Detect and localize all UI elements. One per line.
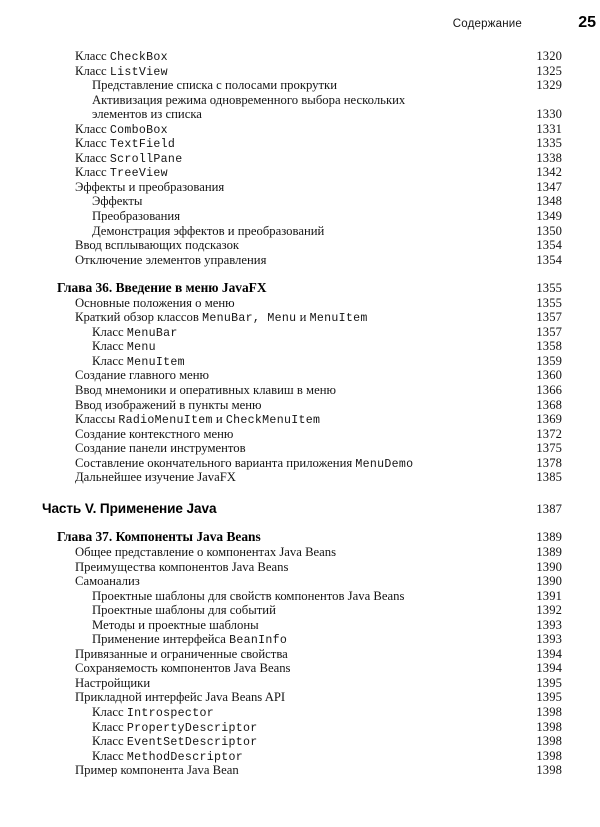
toc-label-code-2: MenuItem <box>309 312 368 326</box>
toc-label-text: Создание панели инструментов <box>75 441 246 456</box>
toc-entry-row[interactable] <box>0 632 600 647</box>
toc-label-text: Прикладной интерфейс Java Beans API <box>75 690 286 705</box>
toc-entry-row[interactable] <box>0 339 600 354</box>
toc-label-text: Класс <box>92 324 127 339</box>
toc-entry-page-number: 1331 <box>536 121 562 136</box>
toc-entry-row[interactable] <box>0 427 600 442</box>
toc-label-code: MenuBar, Menu <box>202 312 297 326</box>
toc-label-text: Сохраняемость компонентов Java Beans <box>75 661 291 676</box>
toc-entry-label <box>75 180 224 195</box>
toc-entry-page-number: 1350 <box>536 223 562 238</box>
toc-entry-row[interactable] <box>0 238 600 253</box>
toc-entry-row[interactable] <box>0 253 600 268</box>
toc-part-row[interactable] <box>0 502 600 517</box>
toc-entry-row[interactable] <box>0 470 600 485</box>
toc-entry-row[interactable] <box>0 224 600 239</box>
toc-label-code: MethodDescriptor <box>126 750 243 764</box>
toc-entry-label <box>92 194 142 209</box>
toc-label-text: Краткий обзор классов <box>75 310 203 325</box>
toc-entry-label <box>92 93 405 108</box>
toc-entry-label <box>75 470 236 485</box>
toc-label-text-tail: и <box>296 310 310 325</box>
toc-entry-page-number: 1398 <box>536 748 562 763</box>
toc-entry-page-number: 1354 <box>536 238 562 253</box>
toc-entry-row[interactable] <box>0 560 600 575</box>
toc-entry-page-number: 1347 <box>536 179 562 194</box>
toc-entry-page-number: 1372 <box>536 426 562 441</box>
toc-entry-label <box>42 502 216 517</box>
toc-entry-row[interactable] <box>0 180 600 195</box>
toc-entry-page-number: 1398 <box>536 763 562 778</box>
toc-entry-label <box>75 441 246 456</box>
toc-entry-label <box>75 398 262 413</box>
toc-entry-row[interactable] <box>0 93 600 108</box>
toc-label-text: Дальнейшее изучение JavaFX <box>75 470 236 485</box>
toc-entry-page-number: 1393 <box>536 632 562 647</box>
toc-label-code: ComboBox <box>109 123 168 137</box>
toc-entry-page-number: 1375 <box>536 441 562 456</box>
toc-entry-label <box>57 530 261 545</box>
toc-entry-row[interactable] <box>0 749 600 764</box>
toc-label-text: Класс <box>92 748 127 763</box>
toc-entry-row[interactable] <box>0 690 600 705</box>
toc-entry-row[interactable] <box>0 383 600 398</box>
toc-label-text: Настройщики <box>75 675 151 690</box>
toc-entry-page-number: 1385 <box>536 470 562 485</box>
toc-entry-page-number: 1348 <box>536 194 562 209</box>
toc-entry-label <box>92 209 180 224</box>
toc-label-text: Класс <box>75 165 110 180</box>
toc-entry-page-number: 1355 <box>536 295 562 310</box>
toc-entry-label <box>75 661 291 676</box>
toc-entry-label <box>92 107 202 122</box>
toc-entry-row[interactable] <box>0 676 600 691</box>
toc-entry-row[interactable] <box>0 618 600 633</box>
toc-label-code: Menu <box>126 341 156 355</box>
toc-entry-page-number: 1349 <box>536 209 562 224</box>
toc-label-code: Introspector <box>126 706 214 720</box>
toc-entry-label <box>75 560 288 575</box>
toc-label-text: Демонстрация эффектов и преобразований <box>92 223 325 238</box>
toc-entry-page-number: 1390 <box>536 574 562 589</box>
toc-entry-page-number: 1387 <box>536 501 562 516</box>
toc-label-text: Преобразования <box>92 209 181 224</box>
toc-label-code: TextField <box>109 138 176 152</box>
running-head-title: Содержание <box>452 18 522 30</box>
toc-label-text: Пример компонента Java Bean <box>75 763 239 778</box>
toc-label-text: Преимущества компонентов Java Beans <box>75 559 289 574</box>
toc-entry-page-number: 1395 <box>536 675 562 690</box>
toc-entry-page-number: 1395 <box>536 690 562 705</box>
toc-entry-label <box>92 603 276 618</box>
toc-entry-row[interactable] <box>0 441 600 456</box>
toc-label-text: Создание контекстного меню <box>75 426 234 441</box>
table-of-contents <box>0 49 600 778</box>
toc-entry-label <box>92 78 337 93</box>
toc-entry-page-number: 1358 <box>536 339 562 354</box>
toc-label-code: ScrollPane <box>109 152 183 166</box>
toc-label-code: RadioMenuItem <box>118 414 213 428</box>
toc-label-text: Отключение элементов управления <box>75 252 267 267</box>
toc-entry-page-number: 1335 <box>536 136 562 151</box>
toc-entry-row[interactable] <box>0 574 600 589</box>
toc-entry-label <box>75 690 285 705</box>
toc-label-code-2: CheckMenuItem <box>225 414 321 428</box>
toc-entry-label <box>75 427 233 442</box>
toc-entry-row[interactable] <box>0 354 600 369</box>
toc-entry-row[interactable] <box>0 194 600 209</box>
toc-chapter-row[interactable] <box>0 281 600 296</box>
toc-entry-row[interactable] <box>0 589 600 604</box>
toc-entry-row[interactable] <box>0 64 600 79</box>
toc-entry-page-number: 1369 <box>536 412 562 427</box>
toc-label-text: Ввод всплывающих подсказок <box>75 238 240 253</box>
toc-entry-row[interactable] <box>0 151 600 166</box>
toc-label-text: Класс <box>92 353 127 368</box>
toc-entry-page-number: 1330 <box>536 107 562 122</box>
page-folio: 25 <box>578 14 596 31</box>
toc-entry-row[interactable] <box>0 720 600 735</box>
toc-entry-page-number: 1357 <box>536 310 562 325</box>
toc-entry-page-number: 1389 <box>536 544 562 559</box>
toc-label-text: Представление списка с полосами прокрутки <box>92 78 338 93</box>
toc-entry-row[interactable] <box>0 661 600 676</box>
toc-entry-page-number: 1354 <box>536 252 562 267</box>
toc-entry-row[interactable] <box>0 647 600 662</box>
toc-entry-label <box>75 296 235 311</box>
toc-entry-row[interactable] <box>0 412 600 427</box>
toc-entry-page-number: 1398 <box>536 734 562 749</box>
toc-label-code: MenuItem <box>126 355 185 369</box>
toc-entry-page-number: 1389 <box>536 530 562 545</box>
toc-entry-page-number: 1357 <box>536 324 562 339</box>
toc-entry-page-number: 1359 <box>536 353 562 368</box>
toc-label-code: MenuDemo <box>355 457 414 471</box>
toc-entry-row[interactable] <box>0 296 600 311</box>
toc-entry-page-number: 1392 <box>536 603 562 618</box>
toc-entry-label <box>57 281 267 296</box>
toc-label-text: Основные положения о меню <box>75 295 235 310</box>
toc-entry-row[interactable] <box>0 705 600 720</box>
toc-entry-row[interactable] <box>0 368 600 383</box>
toc-entry-row[interactable] <box>0 310 600 325</box>
toc-label-text: Класс <box>75 49 110 63</box>
toc-entry-page-number: 1393 <box>536 617 562 632</box>
toc-label-text: Глава 36. Введение в меню JavaFX <box>57 280 267 296</box>
toc-label-text: Проектные шаблоны для событий <box>92 603 276 618</box>
toc-entry-label <box>92 224 324 239</box>
toc-entry-page-number: 1342 <box>536 165 562 180</box>
toc-entry-label <box>75 545 336 560</box>
toc-entry-row[interactable] <box>0 763 600 778</box>
toc-entry-label <box>75 676 150 691</box>
toc-entry-page-number: 1398 <box>536 704 562 719</box>
toc-entry-page-number: 1325 <box>536 63 562 78</box>
toc-entry-row[interactable] <box>0 107 600 122</box>
toc-entry-page-number: 1355 <box>536 281 562 296</box>
running-head <box>0 14 600 36</box>
toc-entry-row[interactable] <box>0 78 600 93</box>
toc-label-text: Класс <box>92 704 127 719</box>
toc-label-text: Класс <box>75 136 110 151</box>
toc-label-text: Эффекты и преобразования <box>75 179 225 194</box>
section-spacer <box>0 516 600 530</box>
toc-label-text: Ввод мнемоники и оперативных клавиш в меню <box>75 383 336 398</box>
toc-label-text: Класс <box>92 734 127 749</box>
toc-label-text: Методы и проектные шаблоны <box>92 617 259 632</box>
toc-label-text: Класс <box>75 121 110 136</box>
toc-label-text: Самоанализ <box>75 574 140 589</box>
toc-label-text: Проектные шаблоны для свойств компонентов Java Beans <box>92 588 405 603</box>
toc-entry-page-number: 1391 <box>536 588 562 603</box>
toc-label-text: Составление окончательного варианта приложения <box>75 455 356 470</box>
toc-entry-row[interactable] <box>0 734 600 749</box>
toc-entry-page-number: 1329 <box>536 78 562 93</box>
toc-label-text: Активизация режима одновременного выбора нескольких <box>92 92 406 107</box>
toc-label-code: CheckBox <box>109 51 168 64</box>
toc-entry-label <box>75 238 239 253</box>
toc-entry-label <box>75 253 266 268</box>
toc-chapter-row[interactable] <box>0 530 600 545</box>
toc-label-text: Класс <box>75 63 110 78</box>
toc-label-text-tail: и <box>212 412 226 427</box>
toc-entry-page-number: 1360 <box>536 368 562 383</box>
toc-entry-page-number: 1378 <box>536 455 562 470</box>
toc-entry-row[interactable] <box>0 49 600 64</box>
toc-entry-page-number: 1390 <box>536 559 562 574</box>
toc-entry-page-number: 1338 <box>536 150 562 165</box>
toc-entry-row[interactable] <box>0 456 600 471</box>
toc-entry-page-number: 1366 <box>536 383 562 398</box>
toc-label-text: Глава 37. Компоненты Java Beans <box>57 529 261 545</box>
toc-entry-row[interactable] <box>0 325 600 340</box>
toc-label-text: Класс <box>92 339 127 354</box>
toc-entry-label <box>92 618 259 633</box>
toc-label-text: Класс <box>92 719 127 734</box>
toc-entry-row[interactable] <box>0 398 600 413</box>
toc-entry-row[interactable] <box>0 122 600 137</box>
toc-label-text: Класс <box>75 150 110 165</box>
toc-entry-row[interactable] <box>0 136 600 151</box>
toc-label-text: элементов из списка <box>92 107 202 122</box>
toc-label-code: TreeView <box>109 167 168 181</box>
toc-label-text: Применение интерфейса <box>92 632 230 647</box>
toc-entry-row[interactable] <box>0 603 600 618</box>
toc-entry-page-number: 1394 <box>536 661 562 676</box>
toc-label-text: Эффекты <box>92 194 143 209</box>
toc-label-code: EventSetDescriptor <box>126 736 258 750</box>
toc-label-text: Создание главного меню <box>75 368 210 383</box>
toc-entry-page-number: 1320 <box>536 49 562 63</box>
toc-entry-label <box>75 763 239 778</box>
section-spacer <box>0 267 600 281</box>
toc-entry-page-number: 1398 <box>536 719 562 734</box>
toc-entry-label <box>75 574 140 589</box>
toc-label-text: Общее представление о компонентах Java Beans <box>75 544 337 559</box>
toc-entry-row[interactable] <box>0 165 600 180</box>
toc-label-text: Привязанные и ограниченные свойства <box>75 646 288 661</box>
toc-entry-row[interactable] <box>0 209 600 224</box>
toc-entry-label <box>75 368 209 383</box>
toc-label-code: ListView <box>109 65 168 79</box>
toc-entry-page-number: 1368 <box>536 397 562 412</box>
toc-label-text: Ввод изображений в пункты меню <box>75 397 262 412</box>
toc-entry-page-number: 1394 <box>536 646 562 661</box>
toc-label-code: BeanInfo <box>229 634 288 648</box>
section-spacer <box>0 485 600 502</box>
toc-label-code: MenuBar <box>126 326 178 340</box>
toc-label-text: Классы <box>75 412 119 427</box>
toc-entry-label <box>75 647 288 662</box>
toc-entry-label <box>75 383 336 398</box>
toc-label-text: Часть V. Применение Java <box>42 500 217 516</box>
toc-label-code: PropertyDescriptor <box>126 721 258 735</box>
toc-entry-row[interactable] <box>0 545 600 560</box>
toc-entry-label <box>92 589 404 604</box>
